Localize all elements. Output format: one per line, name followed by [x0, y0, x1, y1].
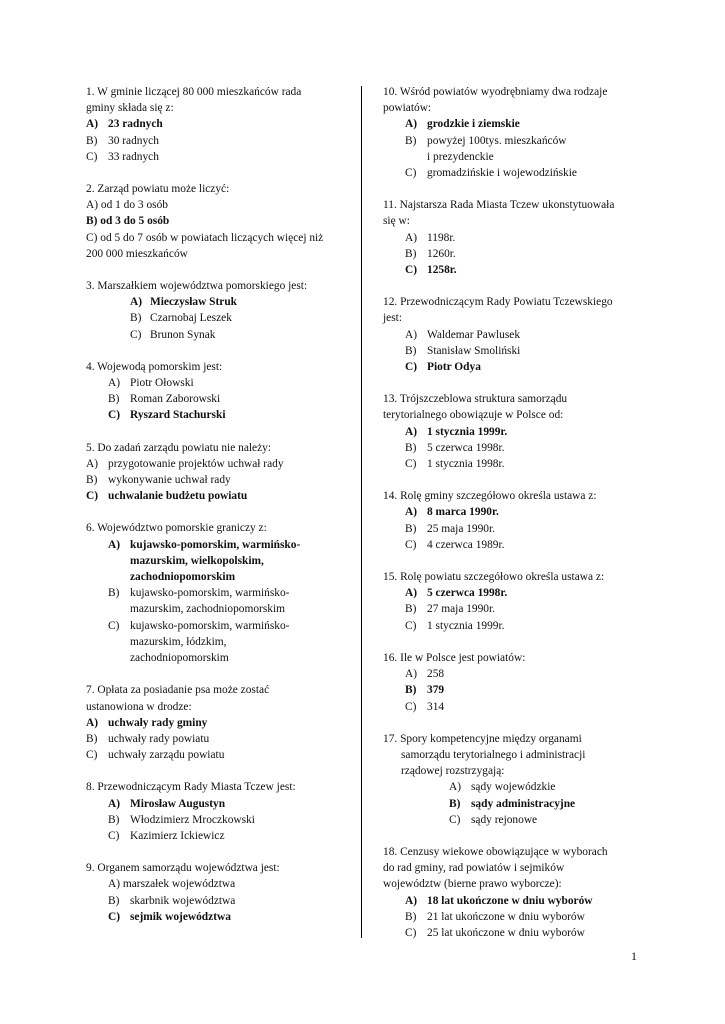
answer-option-b — [383, 521, 643, 537]
question-stem-line: 10. Wśród powiatów wyodrębniamy dwa rodzaje — [383, 86, 608, 98]
answer-option-a — [86, 294, 348, 310]
question-q14 — [383, 488, 643, 553]
answer-text: Mirosław Augustyn — [130, 797, 226, 810]
answer-option-a — [383, 504, 643, 520]
answer-label: C) — [405, 926, 417, 939]
answer-text: Piotr Ołowski — [130, 377, 194, 390]
answer-text: 21 lat ukończone w dniu wyborów — [427, 910, 585, 923]
answer-label: A) — [86, 199, 99, 212]
answer-label: A) — [130, 296, 143, 309]
answer-text: 27 maja 1990r. — [427, 603, 496, 616]
question-q5 — [86, 440, 348, 505]
answer-label: C) — [86, 749, 98, 762]
answer-label: C) — [108, 619, 120, 632]
answer-label: B) — [108, 894, 120, 907]
answer-text: 4 czerwca 1989r. — [427, 538, 505, 551]
answer-label: C) — [405, 361, 418, 374]
question-q7 — [86, 682, 348, 763]
answer-text: 33 radnych — [108, 150, 159, 163]
answer-text: sądy administracyjne — [471, 797, 576, 810]
answer-label: A) — [86, 118, 99, 131]
answer-label: B) — [405, 603, 417, 616]
answer-option-a — [383, 424, 643, 440]
answer-text: kujawsko-pomorskim, warmińsko- — [130, 619, 290, 632]
answer-text: gromadzińskie i wojewodzińskie — [427, 167, 577, 180]
answer-label: B) — [405, 910, 417, 923]
answer-label: A) — [108, 377, 121, 390]
answer-label: A) — [405, 668, 418, 681]
answer-text: 23 radnych — [108, 118, 163, 131]
answer-option-b — [383, 246, 643, 262]
answer-label: A) — [449, 781, 462, 794]
page-number: 1 — [631, 949, 637, 963]
answer-text: Mieczysław Struk — [150, 296, 237, 309]
answer-label: A) — [108, 797, 121, 810]
question-stem-line: 6. Województwo pomorskie graniczy z: — [86, 522, 267, 535]
answer-label: C) — [405, 619, 417, 632]
answer-option-a — [383, 893, 643, 909]
answer-option-a — [86, 537, 348, 586]
question-stem-line: rządowej rozstrzygają: — [401, 765, 505, 778]
question-stem-line: jest: — [383, 312, 402, 325]
answer-option-c — [86, 407, 348, 423]
answer-text: Czarnobaj Leszek — [150, 312, 232, 325]
right-column — [383, 84, 643, 957]
answer-label: C) — [86, 150, 98, 163]
answer-text: od 3 do 5 osób — [100, 215, 170, 228]
answer-option-c — [383, 262, 643, 278]
question-stem-line: 5. Do zadań zarządu powiatu nie należy: — [86, 441, 272, 454]
answer-text: 5 czerwca 1998r. — [427, 441, 505, 454]
answer-label: B) — [108, 587, 120, 600]
question-stem-line: 11. Najstarsza Rada Miasta Tczew ukonstytuowała — [383, 199, 615, 212]
question-stem-line: 9. Organem samorządu województwa jest: — [86, 862, 280, 875]
answer-text: grodzkie i ziemskie — [427, 118, 520, 131]
answer-option-c — [86, 747, 348, 763]
answer-label: B) — [449, 797, 461, 810]
answer-label: A) — [108, 538, 121, 551]
answer-text: 1198r. — [427, 231, 456, 244]
answer-option-b — [86, 310, 348, 326]
answer-option-b — [383, 343, 643, 359]
answer-option-a — [86, 197, 348, 213]
answer-option-b — [86, 133, 348, 149]
answer-label: A) — [405, 506, 418, 519]
question-q9 — [86, 860, 348, 925]
answer-label: A) — [86, 457, 99, 470]
answer-line — [86, 213, 348, 229]
question-q17 — [383, 731, 643, 828]
answer-text: 314 — [427, 700, 445, 713]
answer-line — [86, 876, 348, 892]
answer-label: C) — [86, 490, 99, 503]
question-q13 — [383, 391, 643, 472]
answer-label: C) — [86, 231, 98, 244]
answer-label: A) — [405, 231, 418, 244]
answer-text: sądy rejonowe — [471, 813, 538, 826]
answer-text: skarbnik województwa — [130, 894, 236, 907]
answer-text: marszałek województwa — [122, 878, 236, 891]
answer-label: C) — [405, 700, 417, 713]
answer-option-a — [383, 585, 643, 601]
answer-text: 379 — [427, 684, 445, 697]
answer-label: C) — [405, 264, 418, 277]
answer-label: A) — [405, 894, 418, 907]
question-stem-line: 8. Przewodniczącym Rady Miasta Tczew jest: — [86, 781, 296, 794]
answer-label: C) — [130, 328, 142, 341]
question-stem-line: 16. Ile w Polsce jest powiatów: — [383, 651, 526, 664]
question-stem-line: się w: — [383, 215, 410, 228]
answer-option-b — [383, 440, 643, 456]
answer-text: 5 czerwca 1998r. — [427, 587, 508, 600]
answer-label: B) — [405, 684, 417, 697]
answer-text: uchwalanie budżetu powiatu — [108, 490, 248, 503]
answer-text: Waldemar Pawlusek — [427, 328, 521, 341]
question-q1 — [86, 84, 348, 165]
answer-text: Roman Zaborowski — [130, 393, 221, 406]
question-stem-line: 2. Zarząd powiatu może liczyć: — [86, 183, 230, 196]
question-q11 — [383, 197, 643, 278]
answer-text: 18 lat ukończone w dniu wyborów — [427, 894, 593, 907]
answer-text: uchwały rady powiatu — [108, 732, 210, 745]
answer-option-a — [86, 796, 348, 812]
answer-label: B) — [405, 441, 417, 454]
answer-label: C) — [108, 829, 120, 842]
answer-option-c — [383, 699, 643, 715]
question-stem-line: ustanowiona w drodze: — [86, 700, 192, 713]
answer-option-b — [383, 796, 643, 812]
question-stem-line: 1. W gminie liczącej 80 000 mieszkańców rada — [86, 86, 302, 98]
question-q4 — [86, 359, 348, 424]
question-stem-line: 17. Spory kompetencyjne między organami — [383, 732, 582, 745]
answer-text: kujawsko-pomorskim, warmińsko- — [130, 538, 301, 551]
answer-label: C) — [405, 458, 417, 471]
answer-label: A) — [405, 328, 418, 341]
answer-line — [86, 246, 348, 262]
answer-option-b — [383, 909, 643, 925]
question-stem-line: powiatów: — [383, 102, 432, 115]
answer-option-c — [383, 812, 643, 828]
answer-option-b — [86, 585, 348, 617]
answer-label: C) — [108, 910, 121, 923]
answer-option-c — [383, 456, 643, 472]
answer-text: mazurskim, łódzkim, — [130, 635, 227, 648]
answer-text: wykonywanie uchwał rady — [108, 474, 231, 487]
answer-option-c — [86, 230, 348, 262]
answer-label: A) — [405, 425, 418, 438]
answer-text: 25 maja 1990r. — [427, 522, 496, 535]
question-q10 — [383, 84, 643, 181]
question-stem-line: 3. Marszałkiem województwa pomorskiego jest: — [86, 280, 308, 293]
answer-option-b — [383, 601, 643, 617]
answer-label: C) — [108, 409, 121, 422]
question-stem-line: 14. Rolę gminy szczegółowo określa ustawa z: — [383, 490, 597, 503]
answer-option-a — [383, 327, 643, 343]
answer-text: 1 stycznia 1999r. — [427, 619, 505, 632]
answer-label: C) — [449, 813, 461, 826]
answer-option-b — [86, 213, 348, 229]
answer-label: B) — [405, 247, 417, 260]
answer-option-a — [86, 116, 348, 132]
answer-text: uchwały rady gminy — [108, 716, 208, 729]
question-stem-line: 13. Trójszczeblowa struktura samorządu — [383, 393, 568, 406]
answer-text: od 5 do 7 osób w powiatach liczących więcej niż — [100, 231, 324, 244]
column-divider — [361, 86, 362, 938]
answer-option-a — [86, 456, 348, 472]
answer-option-b — [86, 472, 348, 488]
answer-option-a — [383, 230, 643, 246]
answer-label: B) — [108, 393, 120, 406]
answer-text: od 1 do 3 osób — [100, 199, 168, 212]
question-q6 — [86, 520, 348, 666]
answer-option-c — [383, 925, 643, 941]
question-q18 — [383, 844, 643, 941]
question-stem-line: samorządu terytorialnego i administracji — [401, 748, 586, 761]
question-stem-line: 15. Rolę powiatu szczegółowo określa ustawa z: — [383, 571, 605, 584]
answer-label: A) — [405, 118, 418, 131]
answer-text: i prezydenckie — [427, 150, 494, 163]
answer-label: A) — [108, 878, 121, 891]
answer-label: B) — [130, 312, 142, 325]
answer-label: C) — [405, 538, 417, 551]
answer-text: zachodniopomorskim — [130, 571, 236, 584]
answer-text: mazurskim, zachodniopomorskim — [130, 603, 286, 616]
answer-text: 1260r. — [427, 247, 456, 260]
answer-option-c — [86, 327, 348, 343]
answer-option-a — [383, 666, 643, 682]
answer-text: Piotr Odya — [427, 361, 481, 374]
question-stem-line: 18. Cenzusy wiekowe obowiązujące w wyborach — [383, 845, 608, 858]
answer-text: mazurskim, wielkopolskim, — [130, 554, 264, 567]
answer-option-c — [383, 537, 643, 553]
answer-text: 200 000 mieszkańców — [86, 247, 188, 260]
answer-line — [86, 197, 348, 213]
answer-option-a — [383, 116, 643, 132]
answer-label: C) — [405, 167, 417, 180]
answer-option-c — [383, 359, 643, 375]
answer-label: A) — [86, 716, 99, 729]
answer-label: B) — [405, 344, 417, 357]
answer-label: B) — [86, 732, 98, 745]
answer-option-c — [86, 828, 348, 844]
answer-text: 1 stycznia 1999r. — [427, 425, 508, 438]
answer-text: sądy wojewódzkie — [471, 781, 556, 794]
answer-label: B) — [405, 134, 417, 147]
question-q2 — [86, 181, 348, 262]
left-column — [86, 84, 348, 941]
answer-option-b — [86, 391, 348, 407]
answer-text: Kazimierz Ickiewicz — [130, 829, 225, 842]
answer-text: przygotowanie projektów uchwał rady — [108, 457, 284, 470]
question-stem-line: województw (bierne prawo wyborcze): — [383, 878, 562, 891]
answer-option-c — [86, 618, 348, 667]
answer-text: 258 — [427, 668, 445, 681]
answer-text: 1258r. — [427, 264, 457, 277]
answer-option-c — [383, 165, 643, 181]
answer-option-b — [86, 893, 348, 909]
answer-option-a — [86, 876, 348, 892]
answer-text: Włodzimierz Mroczkowski — [130, 813, 255, 826]
question-stem-line: do rad gminy, rad powiatów i sejmików — [383, 862, 565, 875]
question-q16 — [383, 650, 643, 715]
answer-option-b — [383, 133, 643, 165]
answer-option-b — [86, 731, 348, 747]
answer-text: 1 stycznia 1998r. — [427, 458, 505, 471]
question-q15 — [383, 569, 643, 634]
answer-text: kujawsko-pomorskim, warmińsko- — [130, 587, 290, 600]
answer-text: Ryszard Stachurski — [130, 409, 226, 422]
answer-option-a — [86, 715, 348, 731]
answer-option-c — [383, 618, 643, 634]
answer-text: 30 radnych — [108, 134, 159, 147]
question-q3 — [86, 278, 348, 343]
answer-option-a — [383, 779, 643, 795]
answer-text: Brunon Synak — [150, 328, 216, 341]
question-stem-line: 4. Wojewodą pomorskim jest: — [86, 360, 223, 373]
question-stem-line: 12. Przewodniczącym Rady Powiatu Tczewskiego — [383, 296, 613, 309]
answer-label: B) — [86, 215, 98, 228]
question-stem-line: gminy składa się z: — [86, 102, 174, 115]
answer-line — [86, 230, 348, 246]
question-stem-line: 7. Opłata za posiadanie psa może zostać — [86, 684, 270, 697]
answer-label: B) — [405, 522, 417, 535]
answer-label: B) — [86, 474, 98, 487]
answer-label: B) — [86, 134, 98, 147]
answer-text: Stanisław Smoliński — [427, 344, 521, 357]
question-q8 — [86, 779, 348, 844]
answer-label: B) — [108, 813, 120, 826]
answer-option-c — [86, 909, 348, 925]
answer-option-b — [383, 682, 643, 698]
answer-label: A) — [405, 587, 418, 600]
answer-text: 25 lat ukończone w dniu wyborów — [427, 926, 585, 939]
answer-text: sejmik województwa — [130, 910, 231, 923]
answer-option-b — [86, 812, 348, 828]
answer-option-a — [86, 375, 348, 391]
question-stem-line: terytorialnego obowiązuje w Polsce od: — [383, 409, 564, 422]
answer-text: 8 marca 1990r. — [427, 506, 499, 519]
answer-option-c — [86, 149, 348, 165]
answer-text: uchwały zarządu powiatu — [108, 749, 225, 762]
answer-option-c — [86, 488, 348, 504]
answer-text: zachodniopomorskim — [130, 652, 229, 665]
answer-text: powyżej 100tys. mieszkańców — [427, 134, 567, 147]
question-q12 — [383, 294, 643, 375]
